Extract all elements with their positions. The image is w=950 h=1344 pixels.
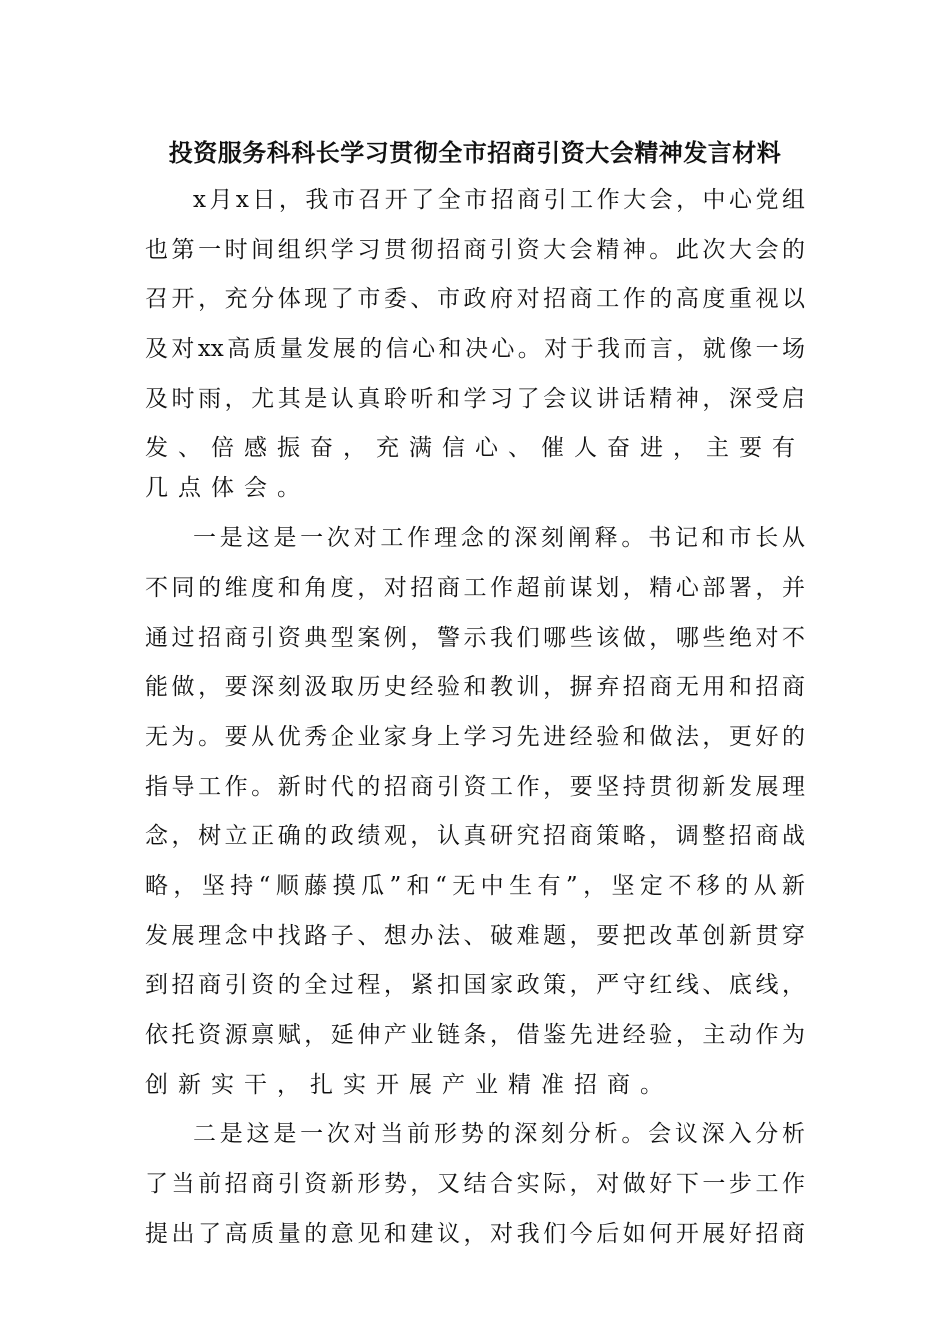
text-line: 不同的维度和角度，对招商工作超前谋划，精心部署，并 bbox=[145, 574, 805, 601]
document-body bbox=[145, 180, 805, 1263]
text-line: x月x日，我市召开了全市招商引工作大会，中心党组 bbox=[193, 187, 805, 213]
text-line: 及时雨，尤其是认真聆听和学习了会议讲话精神，深受启 bbox=[145, 385, 805, 412]
text-line: 略，坚持“顺藤摸瓜”和“无中生有”，坚定不移的从新 bbox=[145, 872, 805, 899]
text-line: 也第一时间组织学习贯彻招商引资大会精神。此次大会的 bbox=[145, 236, 805, 263]
document-title: 投资服务科科长学习贯彻全市招商引资大会精神发言材料 bbox=[168, 138, 782, 167]
text-line: 召开，充分体现了市委、市政府对招商工作的高度重视以 bbox=[145, 286, 805, 313]
paragraph bbox=[145, 518, 805, 1114]
paragraph bbox=[145, 180, 805, 518]
paragraph bbox=[145, 1114, 805, 1263]
text-line: 到招商引资的全过程，紧扣国家政策，严守红线、底线， bbox=[145, 972, 805, 999]
text-line: 提出了高质量的意见和建议，对我们今后如何开展好招商 bbox=[145, 1220, 805, 1247]
text-line: 创新实干，扎实开展产业精准招商。 bbox=[145, 1071, 673, 1098]
text-line: 及对xx高质量发展的信心和决心。对于我而言，就像一场 bbox=[145, 336, 805, 363]
text-line: 指导工作。新时代的招商引资工作，要坚持贯彻新发展理 bbox=[145, 773, 805, 800]
text-line: 依托资源禀赋，延伸产业链条，借鉴先进经验，主动作为 bbox=[145, 1022, 805, 1048]
text-line: 发展理念中找路子、想办法、破难题，要把改革创新贯穿 bbox=[145, 922, 805, 949]
text-line: 二是这是一次对当前形势的深刻分析。会议深入分析 bbox=[193, 1121, 805, 1148]
text-line: 能做，要深刻汲取历史经验和教训，摒弃招商无用和招商 bbox=[145, 674, 805, 701]
text-line: 念，树立正确的政绩观，认真研究招商策略，调整招商战 bbox=[145, 823, 805, 850]
text-line: 无为。要从优秀企业家身上学习先进经验和做法，更好的 bbox=[145, 723, 805, 750]
text-line: 了当前招商引资新形势，又结合实际，对做好下一步工作 bbox=[145, 1171, 805, 1198]
text-line: 一是这是一次对工作理念的深刻阐释。书记和市长从 bbox=[193, 525, 805, 552]
text-line: 发、倍感振奋，充满信心、催人奋进，主要有几点体会。 bbox=[145, 435, 805, 502]
text-line: 通过招商引资典型案例，警示我们哪些该做，哪些绝对不 bbox=[145, 624, 805, 651]
